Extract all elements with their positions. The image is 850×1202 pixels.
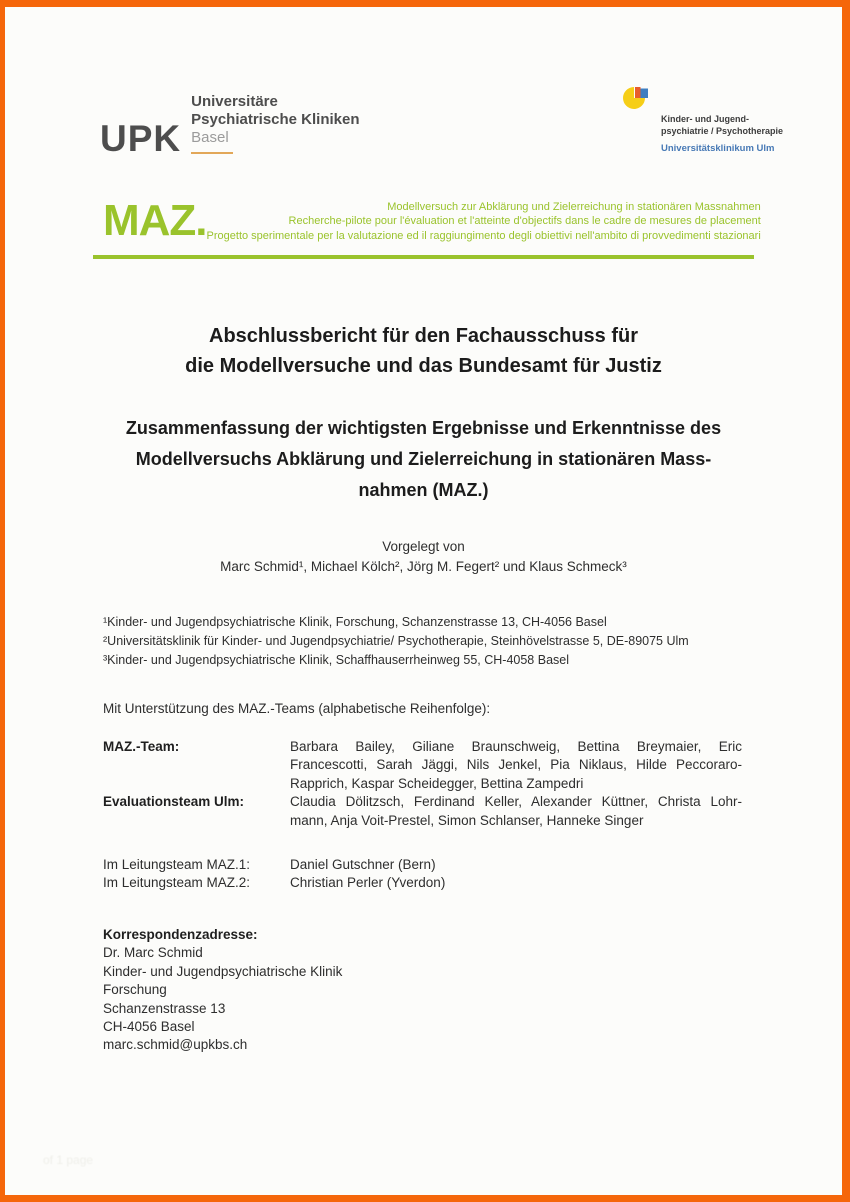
correspondence-street: Schanzenstrasse 13 <box>103 1000 226 1016</box>
page-subtitle-line1: Zusammenfassung der wichtigsten Ergebnisse und Erkenntnisse des <box>125 418 722 438</box>
affiliation-footnotes <box>103 613 689 670</box>
team-members-line: Francescotti, Sarah Jäggi, Nils Jenkel, Pia Niklaus, Hilde Peccoraro- <box>290 757 742 773</box>
ulm-dept-line1: Kinder- und Jugend- <box>661 114 749 124</box>
upk-city: Basel <box>191 129 229 146</box>
maz-tagline-german: Modellversuch zur Abklärung und Zielerreichung in stationären Massnahmen <box>387 200 761 213</box>
team-row-members-ulm <box>290 793 742 830</box>
upk-name-line2: Psychiatrische Kliniken <box>191 111 360 128</box>
ulm-logo-icon <box>623 85 648 115</box>
page-subtitle-line3: nahmen (MAZ.) <box>358 480 489 500</box>
maz-brand-band <box>103 196 761 245</box>
team-row-members-maz <box>290 738 742 793</box>
support-intro: Mit Unterstützung des MAZ.-Teams (alphabetische Reihenfolge): <box>103 701 491 716</box>
authors-line: Marc Schmid¹, Michael Kölch², Jörg M. Fegert² und Klaus Schmeck³ <box>220 559 627 574</box>
page-title-line1: Abschlussbericht für den Fachausschuss für <box>209 325 638 347</box>
presented-by-intro: Vorgelegt von <box>382 539 465 554</box>
upk-underline <box>191 152 233 154</box>
leadership-value-maz2: Christian Perler (Yverdon) <box>290 875 446 891</box>
correspondence-email: marc.schmid@upkbs.ch <box>103 1037 248 1053</box>
maz-tagline-french: Recherche-pilote pour l'évaluation et l'atteinte d'objectifs dans le cadre de mesures de placement <box>288 215 761 227</box>
leadership-label-maz2: Im Leitungsteam MAZ.2: <box>103 875 251 891</box>
team-row-label-maz: MAZ.-Team: <box>103 739 180 754</box>
green-divider-rule <box>93 255 754 259</box>
upk-basel-logo <box>100 93 360 160</box>
footnote-1: ¹Kinder- und Jugendpsychiatrische Klinik, Forschung, Schanzenstrasse 13, CH-4056 Basel <box>103 615 607 629</box>
footnote-3: ³Kinder- und Jugendpsychiatrische Klinik, Schaffhauserrheinweg 55, CH-4058 Basel <box>103 653 570 667</box>
team-members-line: Rapprich, Kaspar Scheidegger, Bettina Zampedri <box>290 775 584 791</box>
correspondence-city: CH-4056 Basel <box>103 1019 195 1035</box>
correspondence-heading: Korrespondenzadresse: <box>103 927 258 942</box>
page-title-line2: die Modellversuche und das Bundesamt für Justiz <box>185 355 662 377</box>
team-table <box>103 738 742 830</box>
page-subtitle <box>55 413 792 506</box>
page-title <box>55 321 792 381</box>
upk-name-line1: Universitäre <box>191 93 278 110</box>
leadership-table <box>103 856 445 893</box>
correspondence-clinic: Kinder- und Jugendpsychiatrische Klinik <box>103 963 343 979</box>
faint-watermark: of 1 page <box>43 1153 94 1167</box>
maz-tagline-italian: Progetto sperimentale per la valutazione ed il raggiungimento degli obiettivi nell'ambito di provvedimenti stazionari <box>206 229 761 242</box>
ulm-clinic-name: Universitätsklinikum Ulm <box>661 143 775 154</box>
upk-name-block <box>191 93 359 154</box>
team-members-line: Barbara Bailey, Giliane Braunschweig, Bettina Breymaier, Eric <box>290 739 742 754</box>
upk-wordmark: UPK <box>100 118 182 160</box>
correspondence-dept: Forschung <box>103 982 167 998</box>
maz-taglines <box>207 200 761 244</box>
footnote-2: ²Universitätsklinik für Kinder- und Jugendpsychiatrie/ Psychotherapie, Steinhövelstrasse 5, DE-89075 Ulm <box>103 634 689 648</box>
maz-logo: MAZ. <box>103 196 207 245</box>
ulm-dept-line2: psychiatrie / Psychotherapie <box>661 126 784 136</box>
presented-by-block <box>55 537 792 577</box>
team-row-label-ulm: Evaluationsteam Ulm: <box>103 794 245 810</box>
correspondence-block <box>103 926 342 1055</box>
leadership-label-maz1: Im Leitungsteam MAZ.1: <box>103 857 251 872</box>
leadership-value-maz1: Daniel Gutschner (Bern) <box>290 857 436 872</box>
team-members-line: Claudia Dölitzsch, Ferdinand Keller, Alexander Küttner, Christa Lohr- <box>290 794 742 810</box>
correspondence-name: Dr. Marc Schmid <box>103 945 203 961</box>
page-subtitle-line2: Modellversuchs Abklärung und Zielerreichung in stationären Mass- <box>135 449 712 469</box>
team-members-line: mann, Anja Voit-Prestel, Simon Schlanser, Hanneke Singer <box>290 812 644 828</box>
ulm-text-block <box>661 113 783 155</box>
